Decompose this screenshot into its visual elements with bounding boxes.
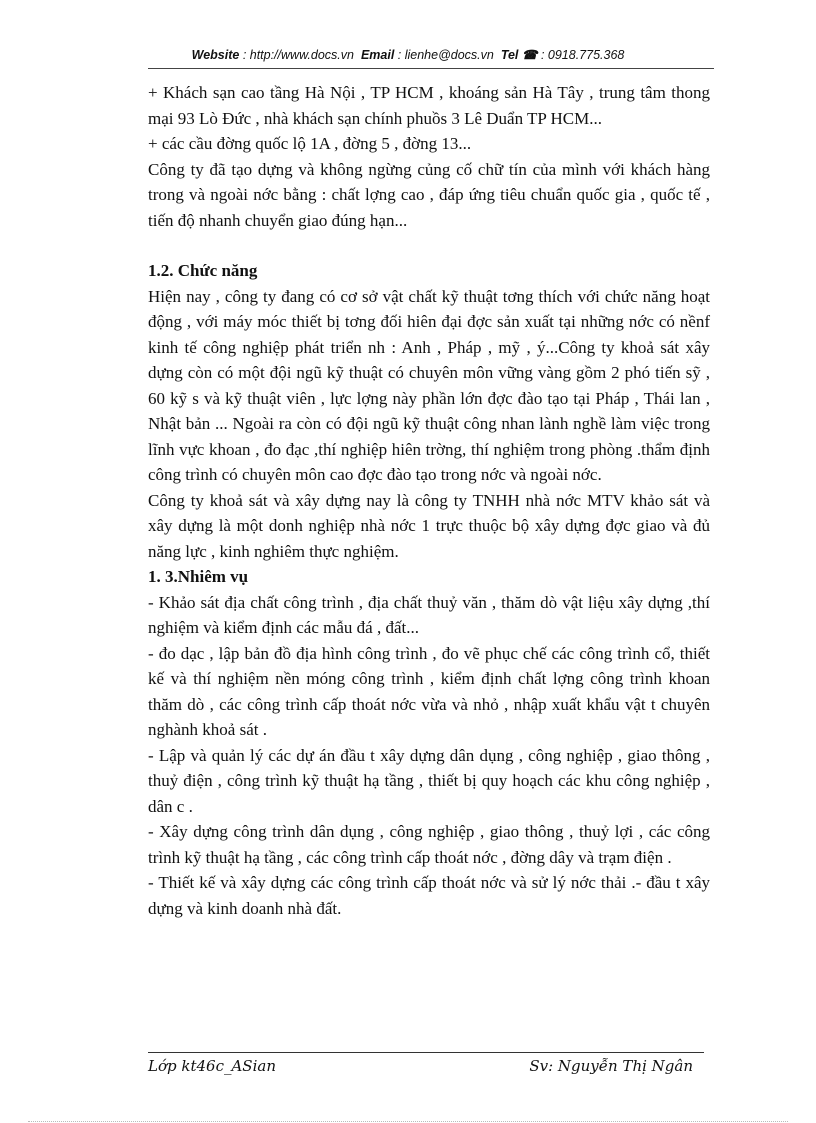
section-spacer [148,233,710,258]
paragraph: + Khách sạn cao tầng Hà Nội , TP HCM , khoáng sản Hà Tây , trung tâm thong mại 93 Lò Đức , nhà khách sạn chính phuồs 3 Lê Duẩn TP HCM... [148,83,710,128]
footer-student: Sv: Nguyễn Thị Ngân [529,1057,693,1075]
list-item: - Xây dựng công trình dân dụng , công nghiệp , giao thông , thuỷ lợi , các công trình kỹ thuật hạ tầng , các công trình cấp thoát nớc , đờng dây và trạm điện . [148,822,710,867]
paragraph: Hiện nay , công ty đang có cơ sở vật chất kỹ thuật tơng thích với chức năng hoạt động , với máy móc thiết bị tơng đối hiên đại đợc sản xuất tại những nớc có nềnf kinh tế công nghiệp phát triển nh : Anh , Pháp , mỹ , ý...Công ty khoả sát xây dựng còn có một đội ngũ kỹ thuật có chuyên môn vững vàng gồm 2 phó tiến sỹ , 60 kỹ s và kỹ thuật viên , lực lợng này phần lớn đợc đào tạo tại Pháp , Thái lan , Nhật bản ... Ngoài ra còn có đội ngũ kỹ thuật công nhan lành nghề làm việc trong lĩnh vực khoan , đo đạc ,thí nghiệp hiên trờng, thí nghiệm trong phòng .thẩm định công trình có chuyên môn cao đợc đào tạo trong nớc và ngoài nớc. [148,286,710,484]
list-item: - Khảo sát địa chất công trình , địa chất thuỷ văn , thăm dò vật liệu xây dựng ,thí nghiệm và kiểm định các mẫu đá , đất... [148,592,710,637]
website-value[interactable]: : http://www.docs.vn [242,48,354,62]
section-heading-nhiem-vu: 1. 3.Nhiêm vụ [148,567,249,586]
page-edge [28,1121,788,1122]
section-heading-chuc-nang: 1.2. Chức năng [148,261,258,280]
paragraph: Công ty đã tạo dựng và không ngừng củng cố chữ tín của mình với khách hàng trong và ngoài nớc bằng : chất lợng cao , đáp ứng tiêu chuẩn quốc gia , quốc tế , tiến độ nhanh chuyển giao đúng hạn... [148,159,710,230]
paragraph: Công ty khoả sát và xây dựng nay là công ty TNHH nhà nớc MTV khảo sát và xây dựng là một donh nghiệp nhà nớc 1 trực thuộc bộ xây dựng đợc giao và đủ năng lực , kinh nghiêm thực nghiệm. [148,490,710,561]
footer-divider [148,1052,704,1053]
list-item: - Thiết kế và xây dựng các công trình cấp thoát nớc và sử lý nớc thải .- đầu t xây dựng và kinh doanh nhà đất. [148,873,710,918]
page-footer [148,1057,693,1075]
tel-label: Tel ☎ [500,48,538,62]
document-body [148,80,710,921]
header-divider [148,68,714,69]
paragraph: + các cầu đờng quốc lộ 1A , đờng 5 , đờng 13... [148,134,472,153]
tel-value: : 0918.775.368 [540,48,625,62]
footer-class: Lớp kt46c_ASian [148,1057,276,1075]
list-item: - đo dạc , lập bản đồ địa hình công trình , đo vẽ phục chế các công trình cổ, thiết kế và thí nghiệm nền móng công trình , kiểm định chất lợng công trình khoan thăm dò , các công trình cấp thoát nớc vừa và nhỏ , nhập xuất khẩu vật t chuyên nghành khoả sát . [148,643,710,739]
website-label: Website [191,48,240,62]
page-header [0,47,816,62]
list-item: - Lập và quản lý các dự án đầu t xây dựng dân dụng , công nghiệp , giao thông , thuỷ điện , công trình kỹ thuật hạ tầng , thiết bị quy hoạch các khu công nghiệp , dân c . [148,745,710,816]
email-value[interactable]: : lienhe@docs.vn [397,48,494,62]
email-label: Email [360,48,395,62]
